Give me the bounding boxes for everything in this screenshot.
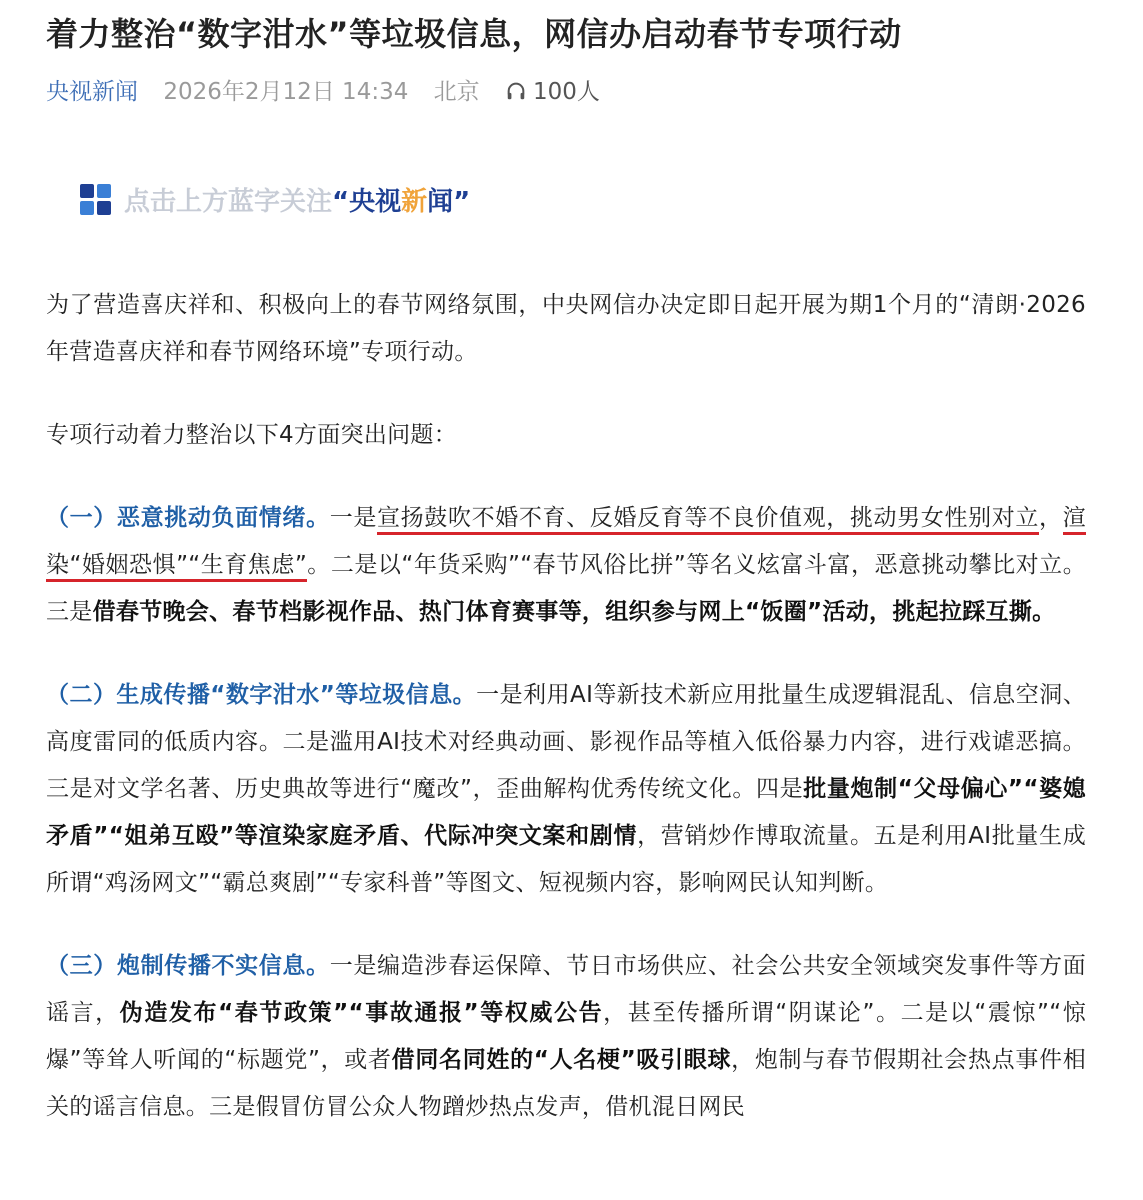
intro-paragraph: 为了营造喜庆祥和、积极向上的春节网络氛围，中央网信办决定即日起开展为期1个月的“清朗·2026年营造喜庆祥和春节网络环境”专项行动。 (46, 292, 1086, 365)
section-2-text: ，营销炒作博取流量。五是利用AI批量生成所谓“鸡汤网文”“霸总爽剧”“专家科普”等图文、短视频内容，影响网民认知判断。 (46, 823, 1086, 896)
follow-brand-open: “央视 (332, 187, 402, 217)
section-1-text: 一是 (329, 505, 378, 531)
section-2-heading: （二）生成传播“数字泔水”等垃圾信息。 (46, 682, 477, 708)
section-3-heading: （三）炮制传播不实信息。 (46, 953, 330, 979)
grid-squares-icon (80, 184, 112, 216)
section-1-text: ， (1039, 505, 1063, 531)
section-3-text: 一是编造涉春运保障、节日市场供应、社会公共安全领域突发事件等方面谣言， (46, 953, 1086, 1026)
follow-banner[interactable] (80, 182, 470, 222)
listener-count: 100人 (532, 79, 600, 105)
section-3-bold-text: 借同名同姓的“人名梗”吸引眼球 (391, 1047, 732, 1073)
section-2-paragraph (46, 672, 1086, 907)
lead-paragraph: 专项行动着力整治以下4方面突出问题： (46, 422, 458, 448)
article-title: 着力整治“数字泔水”等垃圾信息，网信办启动春节专项行动 (46, 15, 902, 53)
section-1-heading: （一）恶意挑动负面情绪。 (46, 505, 330, 531)
section-3-text: ，甚至传播所谓“阴谋论”。二是以“震惊”“惊爆”等耸人听闻的“标题党”，或者 (46, 1000, 1086, 1073)
section-1-underlined-text: 宣扬鼓吹不婚不育、反婚反育等不良价值观，挑动男女性别对立 (377, 505, 1039, 535)
publish-location: 北京 (433, 79, 480, 105)
section-1-paragraph (46, 495, 1086, 636)
source-link[interactable]: 央视新闻 (46, 79, 138, 105)
publish-time: 2026年2月12日 14:34 (163, 79, 409, 105)
section-3-text: ，炮制与春节假期社会热点事件相关的谣言信息。三是假冒仿冒公众人物蹭炒热点发声，借机混日网民 (46, 1047, 1087, 1120)
article-meta (46, 72, 600, 112)
headphone-icon (505, 80, 527, 102)
section-3-bold-text: 伪造发布“春节政策”“事故通报”等权威公告 (119, 1000, 604, 1026)
follow-prompt: 点击上方蓝字关注 (124, 187, 333, 217)
section-1-text: 。二是以“年货采购”“春节风俗比拼”等名义炫富斗富，恶意挑动攀比对立。三是 (46, 552, 1086, 625)
article-body (46, 282, 1086, 1131)
listen-button[interactable] (505, 79, 600, 105)
section-1-bold-text: 借春节晚会、春节档影视作品、热门体育赛事等，组织参与网上“饭圈”活动，挑起拉踩互撕。 (92, 599, 1056, 625)
follow-brand-highlight: 新 (401, 187, 428, 217)
section-2-bold-text: 批量炮制“父母偏心”“婆媳矛盾”“姐弟互殴”等渲染家庭矛盾、代际冲突文案和剧情 (46, 776, 1087, 849)
follow-brand-close: 闻” (427, 187, 471, 217)
section-2-text: 一是利用AI等新技术新应用批量生成逻辑混乱、信息空洞、高度雷同的低质内容。二是滥用AI技术对经典动画、影视作品等植入低俗暴力内容，进行戏谑恶搞。三是对文学名著、历史典故等进行“魔改”，歪曲解构优秀传统文化。四是 (46, 682, 1086, 802)
section-3-paragraph (46, 943, 1086, 1131)
section-1-underlined-text: 渲染“婚姻恐惧”“生育焦虑” (46, 505, 1086, 582)
